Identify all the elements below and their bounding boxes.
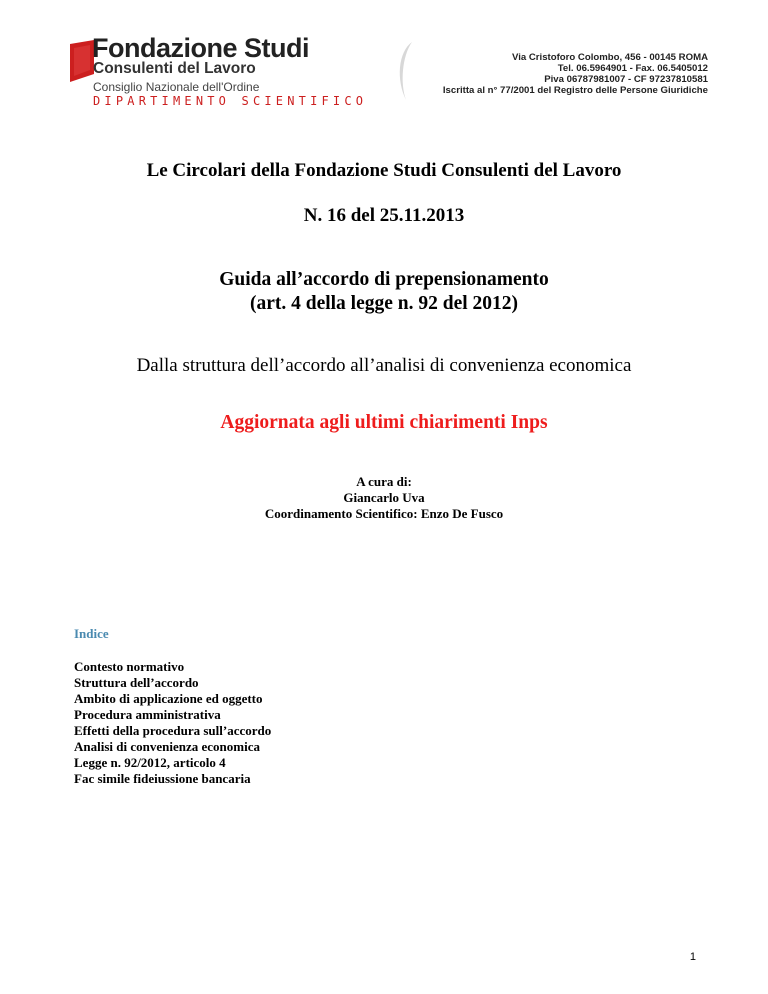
logo-council: Consiglio Nazionale dell'Ordine <box>93 80 260 94</box>
logo-subtitle: Consulenti del Lavoro <box>93 60 256 77</box>
guide-heading <box>0 268 768 316</box>
logo-title: Fondazione Studi <box>92 33 309 63</box>
address-line: Tel. 06.5964901 - Fax. 06.5405012 <box>557 63 708 74</box>
index-item: Fac simile fideiussione bancaria <box>74 771 251 786</box>
logo-department: DIPARTIMENTO SCIENTIFICO <box>93 94 368 108</box>
index-item: Struttura dell’accordo <box>74 675 199 690</box>
contact-address <box>443 52 708 96</box>
credits-author: Giancarlo Uva <box>343 490 425 505</box>
credits-coordination: Coordinamento Scientifico: Enzo De Fusco <box>264 506 504 521</box>
decorative-swoosh-icon <box>392 40 414 102</box>
index-item: Contesto normativo <box>74 659 185 674</box>
index-list <box>74 659 271 787</box>
address-line: Iscritta al n° 77/2001 del Registro delle Persone Giuridiche <box>442 85 708 96</box>
index-item: Effetti della procedura sull’accordo <box>74 723 272 738</box>
letterhead <box>0 0 768 110</box>
series-title: Le Circolari della Fondazione Studi Consulenti del Lavoro <box>146 160 622 181</box>
credits <box>0 474 768 522</box>
index-item: Analisi di convenienza economica <box>74 739 260 754</box>
guide-subtitle: (art. 4 della legge n. 92 del 2012) <box>249 293 519 314</box>
guide-title: Guida all’accordo di prepensionamento <box>219 269 549 290</box>
updated-note: Aggiornata agli ultimi chiarimenti Inps <box>220 412 548 433</box>
index-item: Legge n. 92/2012, articolo 4 <box>74 755 226 770</box>
index-item: Ambito di applicazione ed oggetto <box>74 691 263 706</box>
index-item: Procedura amministrativa <box>74 707 221 722</box>
circular-number: N. 16 del 25.11.2013 <box>303 205 465 226</box>
page-number: 1 <box>689 951 696 963</box>
document-subtitle: Dalla struttura dell’accordo all’analisi di convenienza economica <box>136 355 632 376</box>
address-line: Via Cristoforo Colombo, 456 - 00145 ROMA <box>511 52 708 63</box>
credits-label: A cura di: <box>356 474 412 489</box>
address-line: Piva 06787981007 - CF 97237810581 <box>544 74 708 85</box>
index-title: Indice <box>74 626 109 641</box>
